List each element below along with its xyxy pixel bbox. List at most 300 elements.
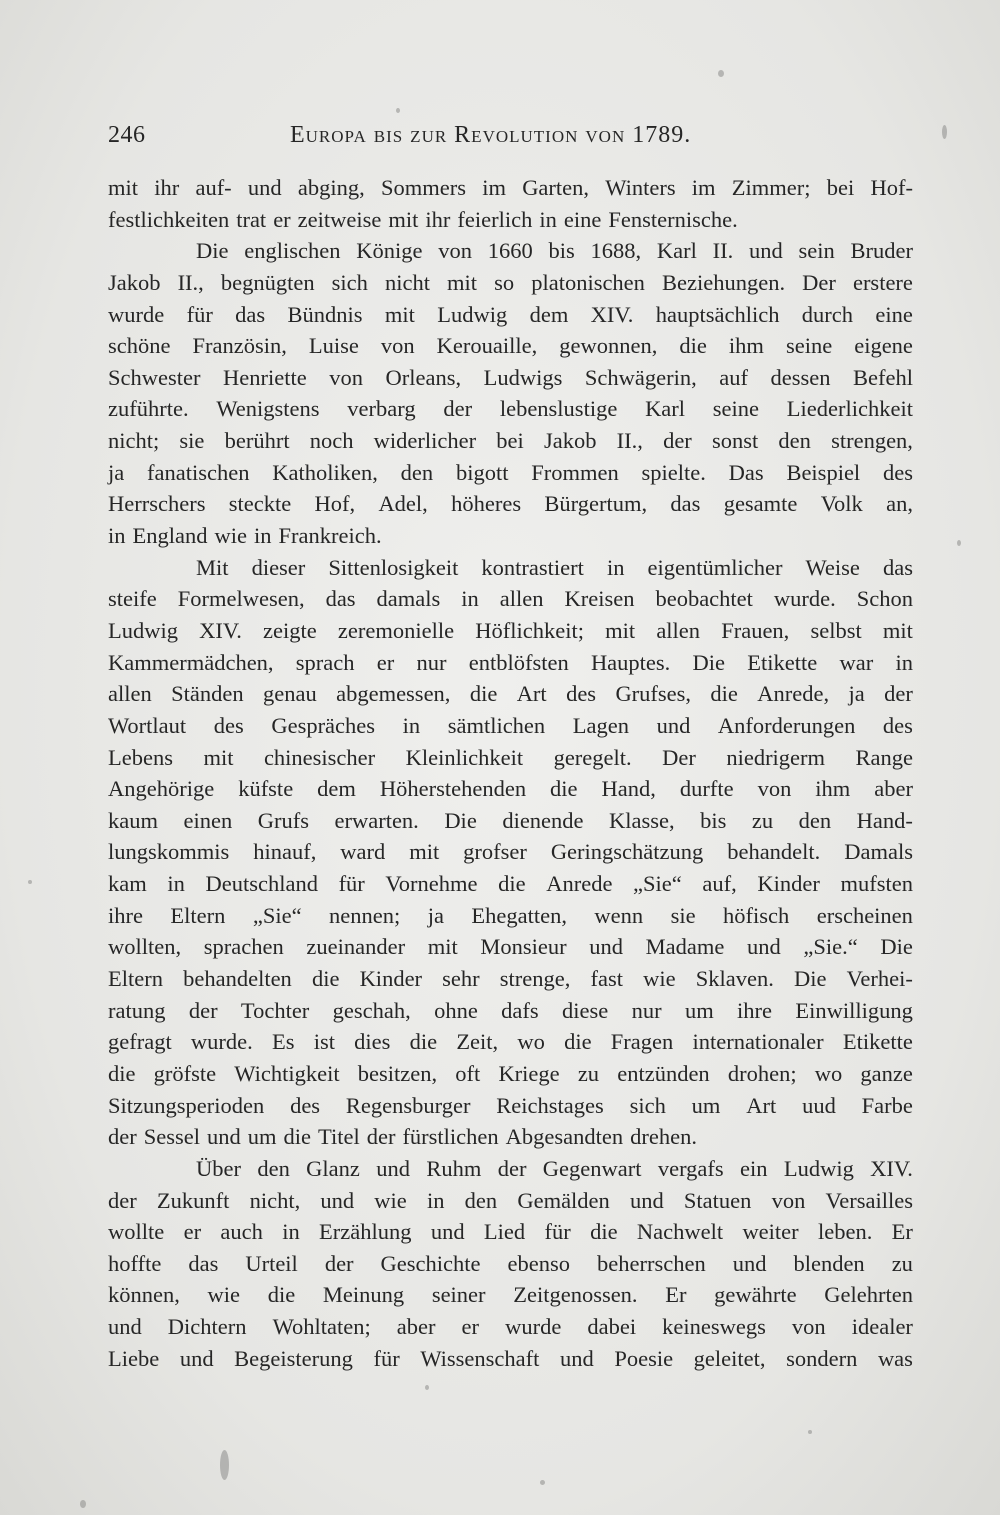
text-line (108, 299, 913, 331)
word: und (589, 934, 624, 960)
word: damals (376, 586, 441, 612)
word: Mit (196, 554, 229, 580)
word: die (108, 1060, 136, 1086)
word: Orleans, (385, 364, 462, 390)
word: das (882, 554, 913, 580)
word: idealer (851, 1314, 913, 1340)
word: in (402, 712, 421, 738)
word: Ludwigs (483, 364, 563, 390)
body-text (108, 172, 913, 1374)
word: eigentümlicher (647, 554, 783, 580)
text-line (108, 1026, 913, 1058)
word: ja (108, 459, 125, 485)
word: ihm (815, 776, 851, 802)
word: begnügten (220, 269, 315, 295)
word: des (566, 681, 597, 707)
word: mit (388, 206, 419, 232)
word: Zukunft (156, 1187, 230, 1213)
word: Wohltaten; (272, 1314, 371, 1340)
word: schöne (108, 333, 171, 359)
word: den (778, 428, 811, 454)
text-line (108, 868, 913, 900)
word: Höherstehenden (379, 776, 527, 802)
word: Jakob (108, 269, 161, 295)
word: um (684, 997, 714, 1023)
word: die (409, 1029, 438, 1055)
word: Gegenwart (542, 1155, 642, 1181)
word: Nachwelt (636, 1219, 724, 1245)
text-line (108, 1153, 913, 1185)
word: gewährte (714, 1282, 797, 1308)
word: oft (455, 1060, 481, 1086)
word: Sitzungsperioden (108, 1092, 265, 1118)
word: die (311, 966, 340, 992)
word: höheres (451, 491, 522, 517)
word: ihre (737, 997, 773, 1023)
word: allen (499, 586, 544, 612)
word: grofser (463, 839, 527, 865)
word: die (283, 1124, 311, 1150)
word: Karl (656, 238, 697, 264)
word: Befehl (853, 364, 913, 390)
word: Henriette (223, 364, 307, 390)
word: nicht; (108, 428, 160, 454)
word: er (376, 649, 395, 675)
word: in (461, 586, 479, 612)
word: nicht (384, 269, 430, 295)
word: bigott (455, 459, 509, 485)
word: zueinander (306, 934, 406, 960)
word: und (732, 1250, 767, 1276)
word: Garten, (522, 175, 590, 200)
word: sie (179, 428, 205, 454)
word: Art (516, 681, 547, 707)
word: hoffte (108, 1250, 162, 1276)
word: was (877, 1345, 913, 1371)
word: Kreisen (564, 586, 635, 612)
word: sie (670, 902, 696, 928)
word: entblöfsten (468, 649, 569, 675)
word: Urteil (245, 1250, 298, 1276)
word: dem (317, 776, 356, 802)
word: keineswegs (662, 1314, 766, 1340)
word: zeigte (263, 617, 317, 643)
word: II. (712, 238, 734, 264)
word: Weise (805, 554, 860, 580)
word: Hand- (856, 807, 913, 833)
word: und (747, 934, 781, 960)
word: 1688, (590, 238, 642, 264)
word: Reichstages (496, 1092, 604, 1118)
word: mit (384, 301, 415, 327)
word: widerlicher (373, 428, 477, 454)
text-line (108, 710, 913, 742)
word: den (798, 807, 832, 833)
scan-speck (220, 1450, 229, 1480)
word: Volk (820, 491, 863, 517)
word: der (884, 681, 913, 707)
word: Versailles (825, 1187, 913, 1213)
word: Zeitgenossen. (513, 1282, 638, 1308)
word: zuführte. (108, 396, 189, 422)
scan-speck (808, 1430, 812, 1434)
word: des (882, 459, 913, 485)
word: Beispiel (786, 459, 861, 485)
word: genau (262, 681, 317, 707)
text-line (108, 172, 913, 204)
word: lebenslustige (499, 396, 618, 422)
word: den (464, 1187, 498, 1213)
word: besitzen, (357, 1060, 438, 1086)
word: aber (874, 776, 913, 802)
word: Vornehme (385, 871, 478, 897)
word: der (324, 1250, 354, 1276)
word: das (235, 301, 266, 327)
word: seine (712, 396, 760, 422)
word: eine (875, 301, 913, 327)
word: uud (802, 1092, 836, 1118)
word: Tochter (240, 997, 310, 1023)
word: und (559, 1345, 594, 1371)
text-line (108, 393, 913, 425)
word: Angehörige (108, 776, 215, 802)
word: geleitet, (693, 1345, 766, 1371)
text-line (108, 836, 913, 868)
word: noch (309, 428, 354, 454)
word: Grufses, (615, 681, 692, 707)
word: Madame (645, 934, 725, 960)
word: XIV. (870, 1155, 913, 1181)
word: ratung (108, 997, 166, 1023)
word: mit (108, 175, 139, 200)
word: für (544, 1219, 571, 1245)
word: nicht, (249, 1187, 301, 1213)
word: Schwester (108, 364, 201, 390)
word: wurde. (190, 1029, 253, 1055)
word: bis (700, 807, 727, 833)
word: Monsieur (480, 934, 567, 960)
word: Geschichte (380, 1250, 481, 1276)
word: gefragt (108, 1029, 172, 1055)
word: Die (692, 649, 726, 675)
scan-speck (942, 125, 947, 139)
word: trat (236, 206, 267, 232)
word: aber (396, 1314, 436, 1340)
word: strengen, (831, 428, 913, 454)
text-line (108, 488, 913, 520)
word: der (108, 1124, 137, 1150)
word: Über (196, 1155, 241, 1181)
word: nennen; (329, 902, 401, 928)
word: durch (801, 301, 854, 327)
word: und (629, 1187, 664, 1213)
word: wie (214, 523, 247, 549)
word: mit (203, 744, 234, 770)
word: diese (562, 997, 609, 1023)
word: England (132, 523, 208, 549)
word: spielte. (641, 459, 706, 485)
word: das (325, 586, 356, 612)
word: Formelwesen, (177, 586, 305, 612)
running-head (108, 122, 913, 158)
word: hinauf, (253, 839, 317, 865)
word: erstere (852, 269, 913, 295)
word: der (366, 1124, 396, 1150)
word: leben. (817, 1219, 873, 1245)
text-line (108, 1279, 913, 1311)
word: kaum (108, 807, 158, 833)
word: steife (108, 586, 157, 612)
word: Ludwig (783, 1155, 854, 1181)
word: wenn (594, 902, 644, 928)
word: geregelt. (553, 744, 632, 770)
word: kontrastiert (481, 554, 584, 580)
word: Schwägerin, (584, 364, 697, 390)
word: strenge, (499, 966, 571, 992)
word: von (791, 1314, 826, 1340)
word: ebenso (507, 1250, 570, 1276)
text-line (108, 235, 913, 267)
scan-speck (80, 1500, 86, 1508)
word: wo (517, 1029, 545, 1055)
word: von (771, 1187, 806, 1213)
word: Farbe (861, 1092, 913, 1118)
word: wurde (505, 1314, 562, 1340)
word: Anrede, (757, 681, 830, 707)
word: Könige (356, 238, 423, 264)
word: Abgesandten (505, 1124, 624, 1150)
running-title: Europa bis zur Revolution von 1789. (290, 122, 692, 148)
word: Kriege (498, 1060, 560, 1086)
word: gröfste (153, 1060, 217, 1086)
word: Hof- (870, 175, 913, 200)
text-line (108, 805, 913, 837)
text-line (108, 995, 913, 1027)
word: Verhei- (846, 966, 913, 992)
word: wie (374, 1187, 407, 1213)
text-line (108, 204, 913, 236)
word: die (710, 681, 738, 707)
word: der (443, 396, 473, 422)
word: Frommen (531, 459, 619, 485)
text-line (108, 1058, 913, 1090)
word: Liederlichkeit (786, 396, 913, 422)
word: die (498, 871, 526, 897)
word: gesamte (723, 491, 798, 517)
word: Klasse, (609, 807, 675, 833)
word: und (108, 1314, 142, 1340)
word: Fensternische. (608, 206, 738, 232)
word: die (469, 681, 498, 707)
word: dessen (770, 364, 831, 390)
word: Grufs (257, 807, 309, 833)
word: so (494, 269, 515, 295)
word: wo (814, 1060, 843, 1086)
word: Sklaven. (695, 966, 774, 992)
word: Er (891, 1219, 913, 1245)
word: ja (848, 681, 865, 707)
word: die (590, 1219, 618, 1245)
word: in (282, 1219, 300, 1245)
word: Regensburger (345, 1092, 471, 1118)
word: geschah, (332, 997, 411, 1023)
page-number: 246 (108, 122, 146, 148)
word: „Sie“ (252, 902, 302, 928)
word: Wissenschaft (420, 1345, 540, 1371)
word: Anrede (546, 871, 613, 897)
text-line (108, 1090, 913, 1122)
word: Sommers (380, 175, 466, 200)
word: wollte (108, 1219, 165, 1245)
text-line (108, 1248, 913, 1280)
word: Schon (856, 586, 913, 612)
word: Anforderungen (717, 712, 856, 738)
text-line (108, 647, 913, 679)
word: Liebe (108, 1345, 160, 1371)
scan-speck (718, 70, 724, 77)
word: Gemälden (517, 1187, 610, 1213)
word: Katholiken, (272, 459, 378, 485)
word: auf (719, 364, 748, 390)
scan-speck (28, 880, 32, 884)
word: chinesischer (263, 744, 376, 770)
word: und (320, 1187, 355, 1213)
word: Adel, (378, 491, 428, 517)
word: Französin, (192, 333, 287, 359)
word: Jakob (543, 428, 597, 454)
word: Frankreich. (278, 523, 382, 549)
word: festlichkeiten (108, 206, 230, 232)
word: von (380, 333, 415, 359)
word: selbst (810, 617, 862, 643)
word: ganze (860, 1060, 913, 1086)
word: Glanz (306, 1155, 360, 1181)
word: zu (577, 1060, 600, 1086)
word: in (426, 1187, 445, 1213)
word: Die (196, 238, 229, 264)
text-line (108, 742, 913, 774)
word: Beziehungen. (662, 269, 786, 295)
word: behandelt. (727, 839, 821, 865)
word: steckte (228, 491, 292, 517)
word: Eltern (108, 966, 163, 992)
text-line (108, 773, 913, 805)
word: Wortlaut (108, 712, 187, 738)
word: berührt (224, 428, 290, 454)
word: des (290, 1092, 321, 1118)
word: Sittenlosigkeit (328, 554, 459, 580)
word: auf- (195, 175, 232, 200)
word: zeremonielle (337, 617, 455, 643)
word: ihre (108, 902, 143, 928)
word: Winters (605, 175, 676, 200)
text-line (108, 963, 913, 995)
word: der (108, 1187, 137, 1213)
word: verbarg (347, 396, 416, 422)
word: dem (529, 301, 569, 327)
word: hauptsächlich (655, 301, 780, 327)
word: sämtlichen (447, 712, 546, 738)
word: Dichtern (167, 1314, 247, 1340)
word: Meinung (322, 1282, 405, 1308)
word: er (273, 206, 291, 232)
text-line (108, 615, 913, 647)
word: Kleinlichkeit (405, 744, 524, 770)
word: abgemessen, (336, 681, 451, 707)
word: ihr (425, 206, 451, 232)
word: die (267, 1282, 296, 1308)
text-line (108, 583, 913, 615)
word: ihm (728, 333, 764, 359)
word: durfte (679, 776, 734, 802)
scan-speck (425, 1385, 429, 1390)
word: dieser (251, 554, 306, 580)
word: und (206, 1124, 241, 1150)
word: Der (802, 269, 836, 295)
word: war (839, 649, 874, 675)
word: Lied (483, 1219, 526, 1245)
text-line (108, 1216, 913, 1248)
word: bis (548, 238, 575, 264)
word: das (188, 1250, 219, 1276)
word: in (539, 206, 557, 232)
word: Der (662, 744, 696, 770)
word: entzünden (617, 1060, 710, 1086)
word: erscheinen (816, 902, 913, 928)
word: Poesie (614, 1345, 674, 1371)
word: dienende (502, 807, 584, 833)
word: zeitweise (297, 206, 382, 232)
word: können, (108, 1282, 180, 1308)
word: eine (563, 206, 602, 232)
text-line (108, 1343, 913, 1375)
word: Zeit, (456, 1029, 499, 1055)
word: von (757, 776, 792, 802)
word: sondern (786, 1345, 858, 1371)
word: sich (629, 1092, 666, 1118)
word: und (247, 175, 282, 200)
word: blenden (793, 1250, 865, 1276)
word: Frauen, (721, 617, 790, 643)
word: in (254, 523, 272, 549)
word: auf, (702, 871, 737, 897)
word: für (373, 1345, 400, 1371)
word: Ruhm (426, 1155, 482, 1181)
word: vergafs (657, 1155, 724, 1181)
word: beherrschen (597, 1250, 706, 1276)
word: wie (207, 1282, 241, 1308)
word: Sessel (143, 1124, 200, 1150)
word: für (338, 871, 365, 897)
word: XIV. (590, 301, 634, 327)
word: Wenigstens (216, 396, 320, 422)
word: die (679, 333, 707, 359)
word: „Sie“ (633, 871, 682, 897)
word: „Sie.“ (803, 934, 858, 960)
word: XIV. (199, 617, 242, 643)
word: die (550, 776, 578, 802)
word: und (179, 1345, 214, 1371)
text-line (108, 330, 913, 362)
word: ja (427, 902, 444, 928)
word: Bündnis (287, 301, 363, 327)
word: sprachen (203, 934, 284, 960)
word: Hof, (314, 491, 356, 517)
word: behandelten (183, 966, 292, 992)
word: wie (643, 966, 676, 992)
word: Hand, (601, 776, 656, 802)
word: abging, (297, 175, 365, 200)
